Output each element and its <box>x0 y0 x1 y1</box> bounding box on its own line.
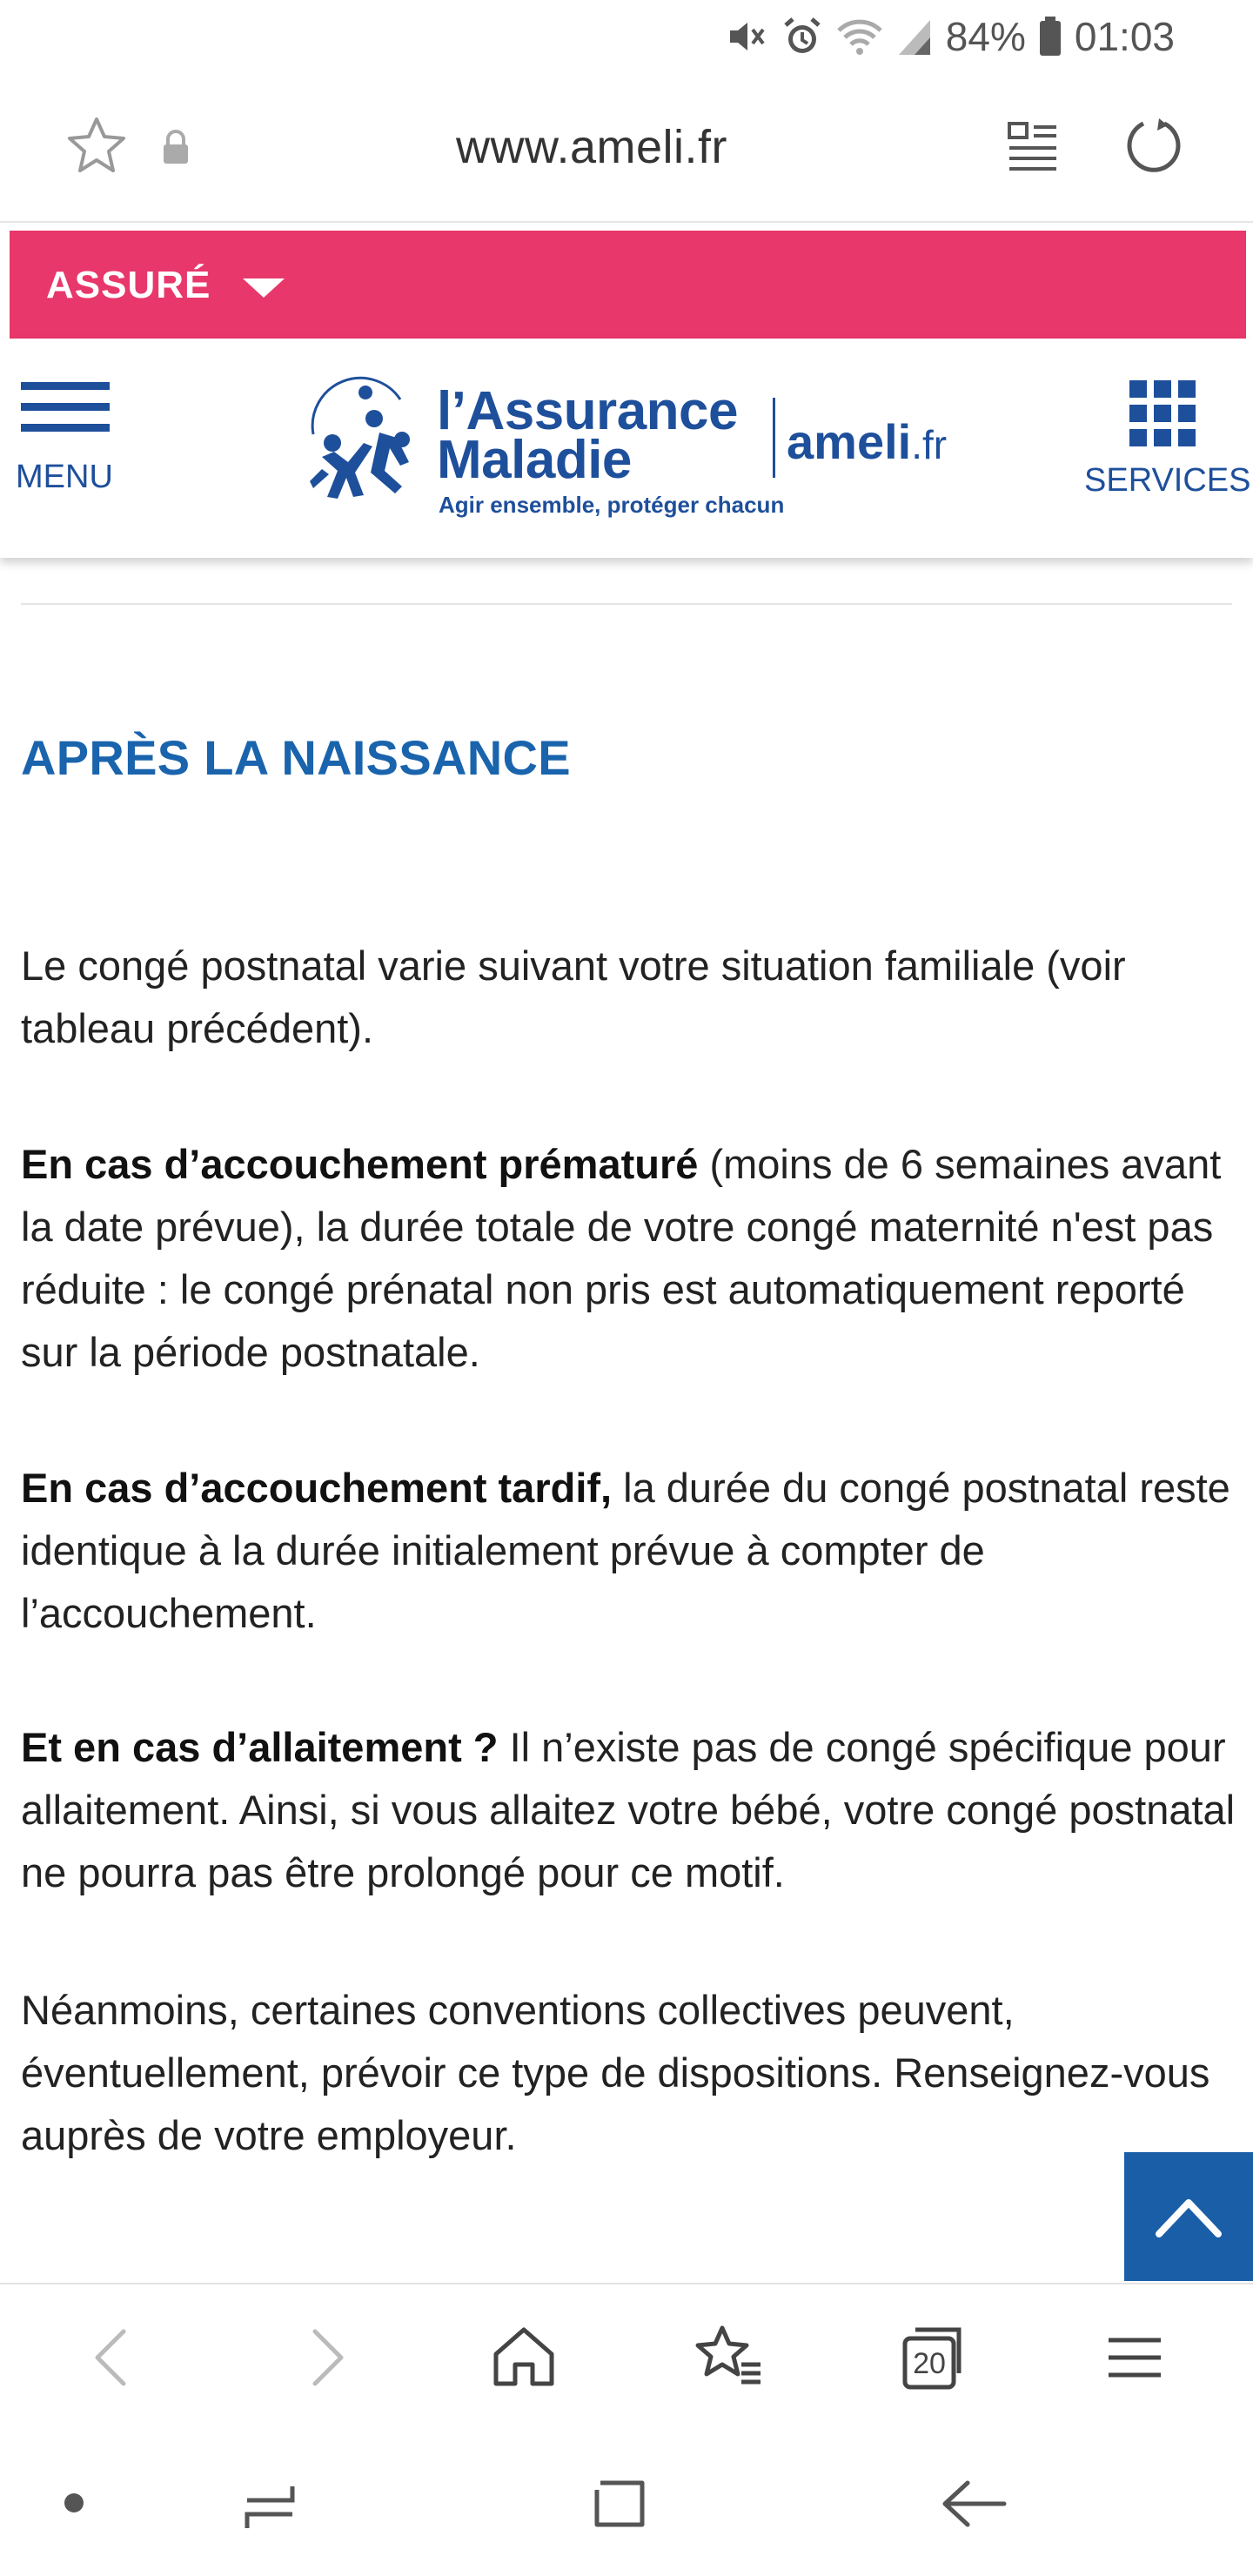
section-title: APRÈS LA NAISSANCE <box>21 730 571 785</box>
assure-label: ASSURÉ <box>46 264 211 306</box>
paragraph-breastfeeding-lead: Et en cas d’allaitement ? <box>21 1724 499 1770</box>
site-header <box>0 339 1253 558</box>
chevron-up-icon <box>1154 2190 1223 2243</box>
assurance-maladie-emblem-icon <box>296 373 426 513</box>
bookmarks-icon[interactable] <box>687 2316 771 2399</box>
url-text[interactable]: www.ameli.fr <box>455 121 728 173</box>
reload-icon[interactable] <box>1124 115 1185 176</box>
services-label: SERVICES <box>1084 462 1251 499</box>
paragraph-premature-lead: En cas d’accouchement prématuré <box>21 1141 699 1187</box>
dot-icon[interactable] <box>64 2493 84 2512</box>
browser-url-bar <box>0 75 1253 223</box>
paragraph-premature-body: (moins de 6 semaines avant la date prévue), la durée totale de votre congé maternité n'est pas réduite : le congé prénatal non pris est automatiquement reporté sur la période postnatale. <box>21 1141 1222 1375</box>
logo-title-line2: Maladie <box>437 430 632 490</box>
back-to-top-button[interactable] <box>1124 2152 1253 2281</box>
back-arrow-icon[interactable] <box>73 2316 157 2399</box>
paragraph-late-lead: En cas d’accouchement tardif, <box>21 1465 613 1511</box>
logo-divider <box>773 398 775 478</box>
menu-icon[interactable] <box>1093 2316 1176 2399</box>
ameli-brand <box>787 413 947 470</box>
caret-down-icon <box>243 278 285 298</box>
paragraph-premature <box>21 1133 1239 1384</box>
browser-toolbar <box>0 2283 1253 2431</box>
clock: 01:03 <box>1074 14 1175 59</box>
assurance-maladie-logo[interactable] <box>296 373 975 539</box>
paragraph-conventions: Néanmoins, certaines conventions collectives peuvent, éventuellement, prévoir ce type de dispositions. Renseignez-vous auprès de votre employeur. <box>21 1987 1210 2158</box>
battery-percent: 84% <box>945 14 1026 59</box>
paragraph-late-body: la durée du congé postnatal reste identique à la durée initialement prévue à compter de l’accouchement. <box>21 1465 1230 1636</box>
android-nav-bar <box>0 2429 1253 2576</box>
assure-dropdown[interactable] <box>10 231 1246 339</box>
menu-button[interactable] <box>9 373 122 504</box>
tab-count: 20 <box>913 2347 946 2380</box>
hamburger-icon <box>21 382 110 390</box>
signal-icon <box>895 15 934 58</box>
recents-icon[interactable] <box>235 2469 305 2539</box>
home-icon[interactable] <box>482 2316 566 2399</box>
menu-label: MENU <box>16 459 113 495</box>
grid-icon <box>1129 380 1196 446</box>
home-square-icon[interactable] <box>585 2469 654 2539</box>
paragraph-postnatal: Le congé postnatal varie suivant votre situation familiale (voir tableau précédent). <box>21 943 1126 1051</box>
reader-mode-icon[interactable] <box>1006 118 1060 172</box>
ameli-brand-name: ameli <box>787 414 912 469</box>
tabs-button[interactable] <box>891 2316 975 2399</box>
logo-title-line1: l’Assurance <box>437 381 739 441</box>
logo-tagline: Agir ensemble, protéger chacun <box>439 492 785 518</box>
content-divider <box>21 603 1232 605</box>
battery-icon <box>1038 15 1062 58</box>
paragraph-breastfeeding <box>21 1716 1239 1904</box>
services-button[interactable] <box>1079 370 1251 518</box>
paragraph-breastfeeding-body: Il n’existe pas de congé spécifique pour allaitement. Ainsi, si vous allaitez votre bébé, votre congé postnatal ne pourra pas être prolongé pour ce motif. <box>21 1724 1236 1895</box>
status-bar <box>0 0 1253 75</box>
ameli-brand-suffix: .fr <box>911 422 948 467</box>
wifi-icon <box>836 15 883 58</box>
back-nav-icon[interactable] <box>935 2469 1013 2539</box>
alarm-icon <box>781 15 824 58</box>
forward-arrow-icon[interactable] <box>282 2316 365 2399</box>
mute-icon <box>725 15 768 58</box>
paragraph-late <box>21 1457 1239 1645</box>
